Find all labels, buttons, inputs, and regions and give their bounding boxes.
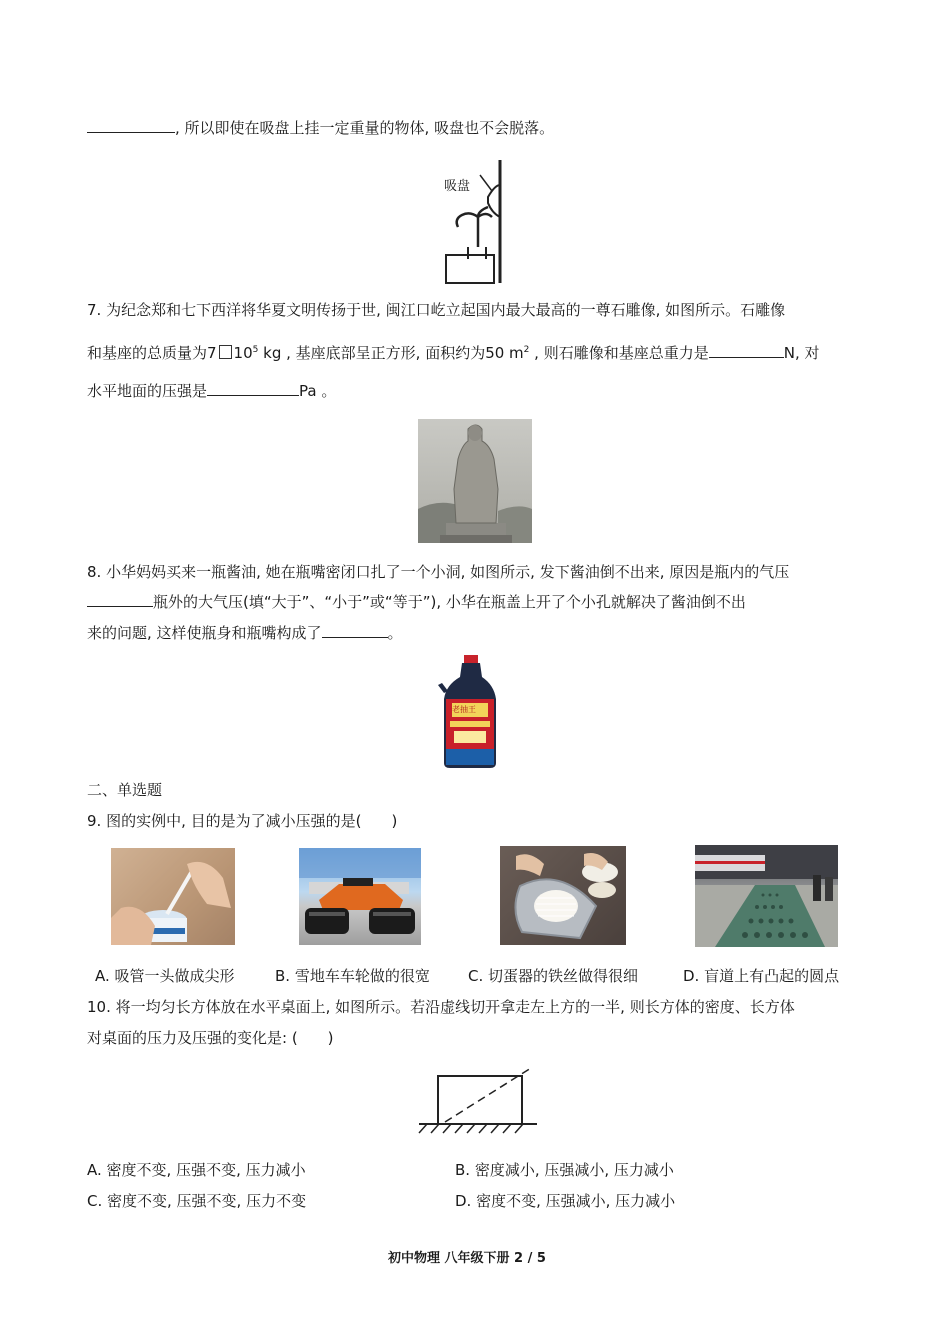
page-footer: 初中物理 八年级下册 2 / 5 [388, 1251, 546, 1266]
answer-blank[interactable] [322, 623, 388, 638]
q8-text: 来的问题, 这样使瓶身和瓶嘴构成了 [87, 624, 322, 642]
tactile-paving-photo [695, 845, 838, 947]
q6-answer-line [87, 118, 554, 138]
q10-line2: 对桌面的压力及压强的变化是: ( ) [87, 1029, 334, 1047]
q8-line1: 8. 小华妈妈买来一瓶酱油, 她在瓶嘴密闭口扎了一个小洞, 如图所示, 发下酱油倒不出来, 原因是瓶内的气压 [87, 563, 790, 581]
q10-option-d[interactable]: D. 密度不变, 压强减小, 压力减小 [455, 1192, 676, 1210]
suction-cup-figure [440, 155, 520, 285]
suction-cup-label: 吸盘 [444, 179, 471, 194]
straw-photo [111, 848, 235, 945]
q7-line3 [87, 381, 336, 401]
q9-option-a[interactable]: A. 吸管一头做成尖形 [95, 967, 235, 985]
q7-text: , 则石雕像和基座总重力是 [529, 344, 709, 362]
q7-line1: 7. 为纪念郑和七下西洋将华夏文明传扬于世, 闽江口屹立起国内最大最高的一尊石雕像, 如图所示。石雕像 [87, 301, 786, 319]
q6-tail-text: , 所以即使在吸盘上挂一定重量的物体, 吸盘也不会脱落。 [175, 119, 555, 137]
q10-option-c[interactable]: C. 密度不变, 压强不变, 压力不变 [87, 1192, 307, 1210]
q9-option-c[interactable]: C. 切蛋器的铁丝做得很细 [468, 967, 639, 985]
q10-line1: 10. 将一均匀长方体放在水平桌面上, 如图所示。若沿虚线切开拿走左上方的一半, 则长方体的密度、长方体 [87, 998, 795, 1016]
q7-text: N, 对 [783, 344, 820, 362]
bottle-label: 老抽王 [452, 705, 476, 714]
exponent: 5 [252, 345, 259, 355]
q8-line2 [87, 592, 746, 612]
missing-glyph-box [219, 345, 232, 359]
q7-text: Pa 。 [299, 382, 337, 400]
answer-blank[interactable] [87, 118, 175, 133]
q7-text: 10 [233, 344, 253, 362]
q8-line3 [87, 623, 403, 643]
answer-blank[interactable] [709, 343, 784, 358]
q7-line2 [87, 340, 819, 363]
q9-option-d[interactable]: D. 盲道上有凸起的圆点 [683, 967, 840, 985]
cuboid-figure [415, 1066, 545, 1136]
statue-photo [418, 419, 532, 543]
q8-text: 。 [387, 624, 403, 642]
q9-stem: 9. 图的实例中, 目的是为了减小压强的是( ) [87, 812, 398, 830]
q7-text: 和基座的总质量为7 [87, 344, 217, 362]
section-title: 二、单选题 [87, 781, 163, 799]
q7-text: kg , 基座底部呈正方形, 面积约为50 m [258, 344, 524, 362]
q8-text: 瓶外的大气压(填“大于”、“小于”或“等于”), 小华在瓶盖上开了个小孔就解决了酱油倒不出 [153, 593, 746, 611]
snowmobile-photo [299, 848, 421, 945]
soy-sauce-bottle-figure [438, 655, 502, 769]
q10-option-b[interactable]: B. 密度减小, 压强减小, 压力减小 [455, 1161, 674, 1179]
answer-blank[interactable] [207, 381, 299, 396]
q7-text: 水平地面的压强是 [87, 382, 208, 400]
exponent: 2 [523, 345, 530, 355]
answer-blank[interactable] [87, 592, 153, 607]
q10-option-a[interactable]: A. 密度不变, 压强不变, 压力减小 [87, 1161, 306, 1179]
q9-option-b[interactable]: B. 雪地车车轮做的很宽 [275, 967, 430, 985]
egg-slicer-photo [500, 846, 626, 945]
